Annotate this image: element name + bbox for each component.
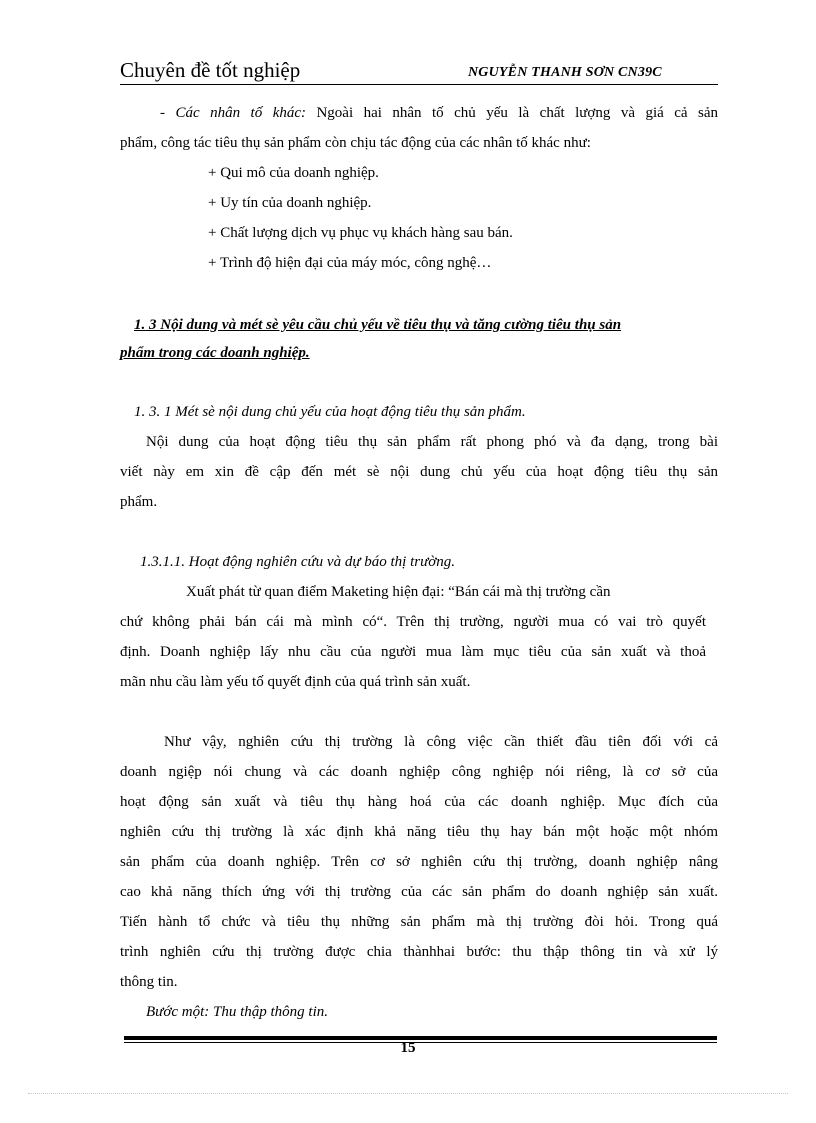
list-item: + Uy tín của doanh nghiệp. xyxy=(208,195,372,211)
document-title: Chuyên đề tốt nghiệp xyxy=(120,58,301,82)
section-heading-1-3-line1: 1. 3 Nội dung và mét sè yêu cầu chủ yếu về tiêu thụ và tăng cường tiêu thụ sản xyxy=(134,317,622,333)
paragraph-content-line1: Nội dung của hoạt động tiêu thụ sản phẩm rất phong phó và đa dạng, trong bài xyxy=(146,434,718,450)
paragraph-research-line: sản phẩm của doanh nghiệp. Trên cơ sở nghiên cứu thị trường, doanh nghiệp nâng xyxy=(120,854,718,870)
page-number: 15 xyxy=(400,1040,416,1056)
paragraph-research-line: doanh ngiệp nói chung và các doanh nghiệp công nghiệp nói riêng, là cơ sở của xyxy=(120,764,718,780)
author-name: NGUYỄN THANH SƠN CN39C xyxy=(468,65,662,80)
list-item: + Qui mô của doanh nghiệp. xyxy=(208,165,379,181)
paragraph-market-line4: mãn nhu cầu làm yếu tố quyết định của quá trình sản xuất. xyxy=(120,674,471,690)
paragraph-research-line: Tiến hành tổ chức và tiêu thụ những sản phẩm mà thị trường đòi hỏi. Trong quá xyxy=(120,914,718,930)
paragraph-research-line: cao khả năng thích ứng với thị trường của các sản phẩm do doanh nghiệp sản xuất. xyxy=(120,884,718,900)
subsection-heading-1-3-1-1: 1.3.1.1. Hoạt động nghiên cứu và dự báo thị trường. xyxy=(140,554,456,570)
paragraph-market-line3: định. Doanh nghiệp lấy nhu cầu của người mua làm mục tiêu của sản xuất và thoả xyxy=(120,644,706,660)
list-item: + Trình độ hiện đại của máy móc, công nghệ… xyxy=(208,255,492,271)
paragraph-content-line2: viết này em xin đề cập đến mét sè nội dung chủ yếu của hoạt động tiêu thụ sản xyxy=(120,464,718,480)
paragraph-content-line3: phẩm. xyxy=(120,494,158,510)
paragraph-research-line: thông tin. xyxy=(120,974,178,990)
paragraph-research-line: trình nghiên cứu thị trường được chia thànhhai bước: thu thập thông tin và xử lý xyxy=(120,944,718,960)
page-edge-divider xyxy=(28,1093,788,1094)
list-item: + Chất lượng dịch vụ phục vụ khách hàng sau bán. xyxy=(208,225,513,241)
step-one-heading: Bước một: Thu thập thông tin. xyxy=(146,1004,329,1020)
paragraph-market-line1: Xuất phát từ quan điểm Maketing hiện đại: “Bán cái mà thị trường cần xyxy=(186,584,611,600)
page-header xyxy=(120,58,718,85)
paragraph-other-factors-line1: - Các nhân tố khác: Ngoài hai nhân tố chủ yếu là chất lượng và giá cả sản xyxy=(160,105,719,121)
other-factors-label: Các nhân tố khác: xyxy=(175,105,307,121)
subsection-heading-1-3-1: 1. 3. 1 Mét sè nội dung chủ yếu của hoạt động tiêu thụ sản phẩm. xyxy=(134,404,526,420)
paragraph-research-line: nghiên cứu thị trường là xác định khả năng tiêu thụ hay bán một hoặc một nhóm xyxy=(120,824,718,840)
paragraph-research-line: hoạt động sản xuất và tiêu thụ hàng hoá của các doanh nghiệp. Mục đích của xyxy=(120,794,718,810)
paragraph-market-line2: chứ không phải bán cái mà mình có“. Trên thị trường, người mua có vai trò quyết xyxy=(120,614,706,630)
paragraph-other-factors-line2: phẩm, công tác tiêu thụ sản phẩm còn chịu tác động của các nhân tố khác như: xyxy=(120,135,591,151)
section-heading-1-3-line2: phẩm trong các doanh nghiệp. xyxy=(120,345,310,361)
paragraph-research-line: Như vậy, nghiên cứu thị trường là công việc cần thiết đầu tiên đối với cả xyxy=(164,734,718,750)
